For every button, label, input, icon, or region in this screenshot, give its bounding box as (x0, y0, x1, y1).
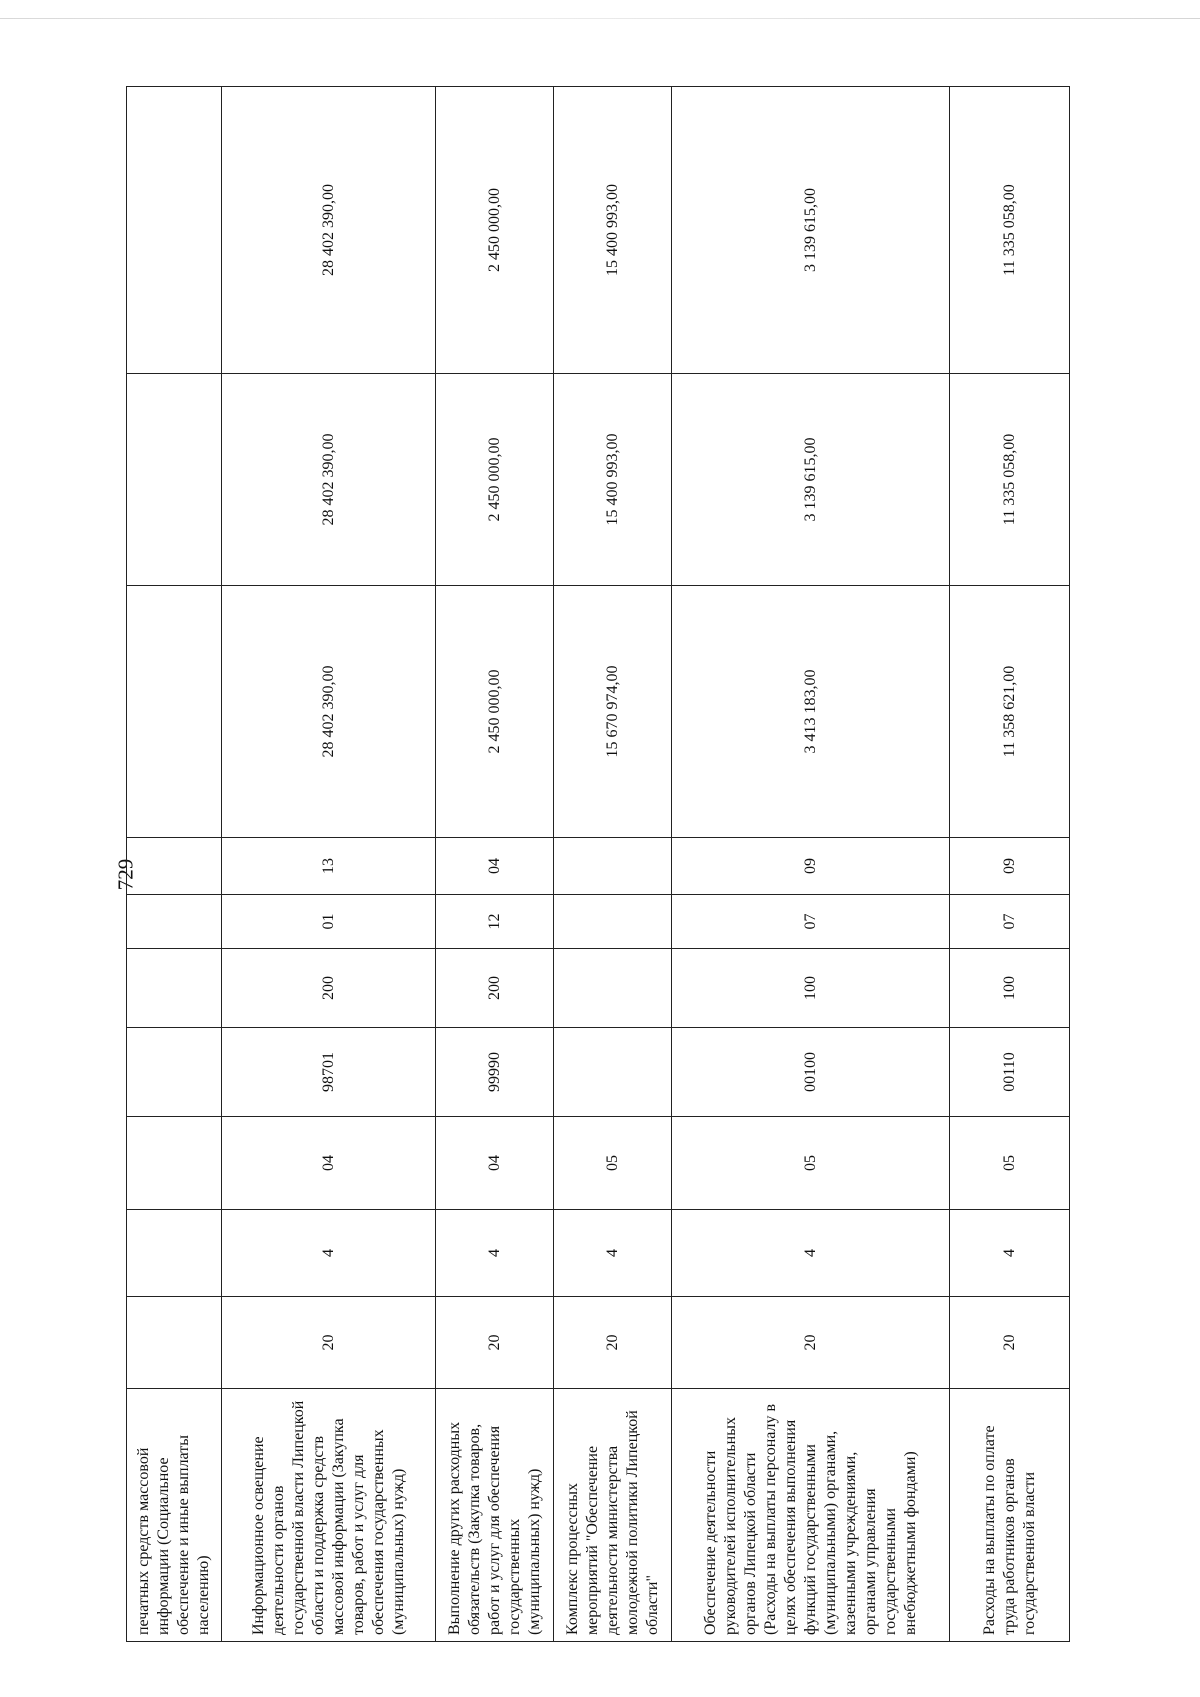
row-name: Выполнение других расходных обязательств (Закупка товаров, работ и услуг для обеспечения государственных (муниципальных) нужд) (436, 1389, 554, 1642)
cell-vr: 200 (436, 949, 554, 1028)
cell-direction: 98701 (222, 1028, 436, 1117)
cell-type: 4 (950, 1210, 1070, 1297)
cell-amount-3 (127, 87, 222, 374)
cell-pr: 13 (222, 838, 436, 895)
table-row (222, 87, 436, 1642)
cell-amount-2: 3 139 615,00 (672, 374, 950, 586)
cell-amount-1: 11 358 621,00 (950, 586, 1070, 838)
cell-sub: 05 (672, 1117, 950, 1210)
cell-amount-1: 3 413 183,00 (672, 586, 950, 838)
rotated-table-frame (126, 87, 1069, 1642)
row-name: Информационное освещение деятельности органов государственной власти Липецкой области и поддержка средств массовой информации (Закупка товаров, работ и услуг для обеспечения государственных (муниципальных) нужд) (222, 1389, 436, 1642)
cell-gp (127, 1297, 222, 1389)
row-name: Комплекс процессных мероприятий "Обеспечение деятельности министерства молодежной политики Липецкой области" (554, 1389, 672, 1642)
cell-gp: 20 (672, 1297, 950, 1389)
cell-gp: 20 (436, 1297, 554, 1389)
cell-pr (554, 838, 672, 895)
cell-rz (554, 895, 672, 949)
cell-direction: 99990 (436, 1028, 554, 1117)
cell-sub: 05 (950, 1117, 1070, 1210)
cell-rz: 07 (672, 895, 950, 949)
row-name: печатных средств массовой информации (Социальное обеспечение и иные выплаты населению) (127, 1389, 222, 1642)
cell-amount-1 (127, 586, 222, 838)
cell-direction (127, 1028, 222, 1117)
cell-amount-2: 15 400 993,00 (554, 374, 672, 586)
cell-rz: 07 (950, 895, 1070, 949)
cell-amount-3: 3 139 615,00 (672, 87, 950, 374)
cell-pr: 09 (672, 838, 950, 895)
cell-amount-2: 28 402 390,00 (222, 374, 436, 586)
table-row (554, 87, 672, 1642)
cell-amount-3: 15 400 993,00 (554, 87, 672, 374)
cell-pr: 04 (436, 838, 554, 895)
budget-table (126, 86, 1070, 1642)
row-name: Расходы на выплаты по оплате труда работников органов государственной власти (950, 1389, 1070, 1642)
cell-direction: 00100 (672, 1028, 950, 1117)
cell-sub (127, 1117, 222, 1210)
table-row (950, 87, 1070, 1642)
cell-rz (127, 895, 222, 949)
rotated-table-wrapper (126, 87, 1069, 1642)
cell-amount-1: 2 450 000,00 (436, 586, 554, 838)
cell-type: 4 (554, 1210, 672, 1297)
cell-amount-3: 11 335 058,00 (950, 87, 1070, 374)
row-name: Обеспечение деятельности руководителей исполнительных органов Липецкой области (Расходы на выплаты персоналу в целях обеспечения выполнения функций государственными (муниципальными) органами, казенными учреждениями, органами управления государственными внебюджетными фондами) (672, 1389, 950, 1642)
cell-amount-3: 28 402 390,00 (222, 87, 436, 374)
table-row (672, 87, 950, 1642)
cell-type: 4 (436, 1210, 554, 1297)
cell-gp: 20 (950, 1297, 1070, 1389)
cell-sub: 04 (436, 1117, 554, 1210)
cell-amount-2: 11 335 058,00 (950, 374, 1070, 586)
cell-sub: 05 (554, 1117, 672, 1210)
cell-amount-2 (127, 374, 222, 586)
cell-rz: 12 (436, 895, 554, 949)
cell-amount-1: 28 402 390,00 (222, 586, 436, 838)
cell-vr: 100 (672, 949, 950, 1028)
cell-vr (554, 949, 672, 1028)
cell-type: 4 (672, 1210, 950, 1297)
cell-pr: 09 (950, 838, 1070, 895)
table-row (127, 87, 222, 1642)
cell-amount-2: 2 450 000,00 (436, 374, 554, 586)
cell-amount-3: 2 450 000,00 (436, 87, 554, 374)
page-number: 729 (113, 858, 138, 891)
cell-vr: 200 (222, 949, 436, 1028)
cell-vr: 100 (950, 949, 1070, 1028)
cell-sub: 04 (222, 1117, 436, 1210)
page-top-edge (0, 18, 1200, 19)
cell-gp: 20 (554, 1297, 672, 1389)
cell-vr (127, 949, 222, 1028)
cell-amount-1: 15 670 974,00 (554, 586, 672, 838)
cell-gp: 20 (222, 1297, 436, 1389)
cell-type: 4 (222, 1210, 436, 1297)
cell-rz: 01 (222, 895, 436, 949)
cell-pr (127, 838, 222, 895)
table-row (436, 87, 554, 1642)
cell-direction (554, 1028, 672, 1117)
cell-type (127, 1210, 222, 1297)
cell-direction: 00110 (950, 1028, 1070, 1117)
